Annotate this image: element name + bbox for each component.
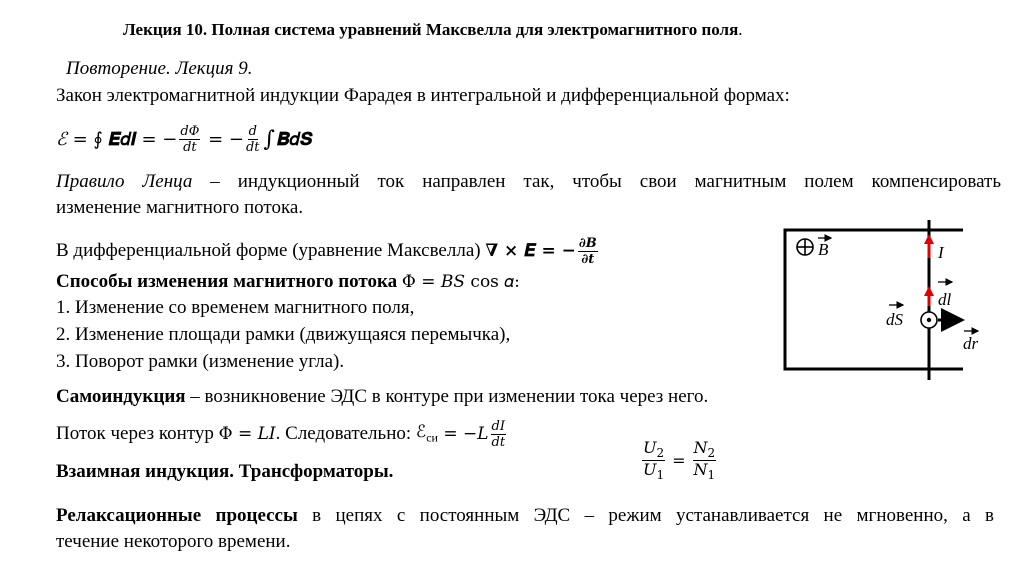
flux-contour-line xyxy=(56,414,508,454)
flux-contour-text: Поток через контур xyxy=(56,423,219,444)
flux-formula: Φ = 𝐵𝑆 cos 𝛼: xyxy=(401,272,520,292)
field-into-page-icon xyxy=(797,239,813,255)
self-induction-text: – возникновение ЭДС в контуре при изменении тока через него. xyxy=(185,386,709,407)
emf-symbol: ℰ xyxy=(56,128,67,150)
emf-symbol: ℰ xyxy=(415,422,427,443)
relaxation-line-1 xyxy=(56,505,994,527)
flux-contour-formula: Φ = 𝐿𝐼 xyxy=(218,424,276,444)
formula-part: = − xyxy=(202,128,244,150)
b-label: B xyxy=(818,240,829,259)
subscript: 1 xyxy=(707,468,716,483)
fraction-numerator xyxy=(693,440,717,461)
formula-part: = ∮ xyxy=(66,128,109,150)
self-induction-line xyxy=(56,386,708,408)
lenz-line-1 xyxy=(56,171,1001,193)
fraction-denominator xyxy=(643,461,664,481)
self-induction-term: Самоиндукция xyxy=(56,386,186,407)
fraction-numerator xyxy=(642,440,665,461)
voltage-symbol: U xyxy=(643,438,657,457)
i-label: I xyxy=(938,243,944,262)
transformer-ratio xyxy=(640,440,718,481)
formula-part: 𝑩𝑑𝑺 xyxy=(276,128,313,150)
dl-arrowhead xyxy=(924,286,934,296)
fraction-numerator: dΦ xyxy=(180,123,200,139)
flux-method-item: 2. Изменение площади рамки (движущаяся перемычка), xyxy=(56,324,511,345)
dr-label: dr xyxy=(963,334,979,353)
diff-form-text: В дифференциальной форме (уравнение Максвелла) xyxy=(56,240,486,261)
flux-contour-mid: . Следовательно: xyxy=(275,423,416,444)
lenz-text: – индукционный ток направлен так, чтобы свои магнитным полем компенсировать xyxy=(192,171,1001,192)
flux-methods-title: Способы изменения магнитного потока xyxy=(56,271,402,292)
fraction-dI-dt xyxy=(491,420,506,449)
repeat-note: Повторение. Лекция 9. xyxy=(66,58,253,79)
fraction-d-dt xyxy=(246,125,260,154)
subscript: 2 xyxy=(707,446,716,461)
relaxation-line-2: течение некоторого времени. xyxy=(56,531,291,552)
ds-label: dS xyxy=(886,310,903,329)
slide-title-text: Лекция 10. Полная система уравнений Максвелла для электромагнитного поля xyxy=(123,20,739,39)
fraction-u2-u1 xyxy=(642,440,665,481)
dl-label: dl xyxy=(938,290,952,309)
circuit-diagram xyxy=(776,220,996,390)
flux-method-item: 3. Поворот рамки (изменение угла). xyxy=(56,351,345,372)
turns-symbol: N xyxy=(693,460,708,480)
fraction-dB-dt xyxy=(578,237,598,266)
relaxation-term: Релаксационные процессы xyxy=(56,505,298,526)
fraction-n2-n1 xyxy=(693,440,717,481)
fraction-numerator: ∂𝑩 xyxy=(578,235,597,251)
faraday-formula xyxy=(56,118,312,160)
subscript: 1 xyxy=(656,468,665,483)
lenz-line-2: изменение магнитного потока. xyxy=(56,197,304,218)
slide-title-dot: . xyxy=(738,20,743,39)
lenz-term: Правило Ленца xyxy=(56,171,193,192)
diff-form-line xyxy=(56,233,600,269)
turns-symbol: N xyxy=(693,438,708,457)
fraction-dphi-dt xyxy=(179,125,200,154)
fraction-denominator: dt xyxy=(245,139,260,155)
subscript: 2 xyxy=(656,446,665,461)
mutual-induction-heading: Взаимная индукция. Трансформаторы. xyxy=(56,461,394,482)
fraction-denominator: dt xyxy=(183,139,197,155)
flux-method-item: 1. Изменение со временем магнитного поля, xyxy=(56,297,415,318)
equals-sign: = xyxy=(672,451,686,471)
self-emf-eq: = −𝐿 xyxy=(437,424,489,444)
relaxation-text: в цепях с постоянным ЭДС – режим устанавливается не мгновенно, а в xyxy=(297,505,994,526)
formula-part: = − xyxy=(135,128,178,150)
area-out-of-page-icon xyxy=(921,312,937,328)
integral-symbol: ∫ xyxy=(263,126,275,152)
emf-subscript: си xyxy=(426,430,438,445)
fraction-denominator: dt xyxy=(491,434,506,450)
current-arrowhead xyxy=(924,234,934,244)
flux-methods-heading xyxy=(56,271,520,293)
fraction-numerator: dI xyxy=(491,418,506,434)
slide-title xyxy=(123,20,743,40)
fraction-numerator: d xyxy=(248,123,257,139)
voltage-symbol: U xyxy=(643,460,657,480)
fraction-denominator xyxy=(694,461,716,481)
fraction-denominator: ∂𝒕 xyxy=(581,251,595,267)
self-emf xyxy=(416,422,438,445)
formula-part: 𝑬𝑑𝒍 xyxy=(108,128,136,150)
curl-e-formula: 𝛁 × 𝑬 = − xyxy=(485,241,576,261)
faraday-heading: Закон электромагнитной индукции Фарадея в интегральной и дифференциальной формах: xyxy=(56,85,790,106)
